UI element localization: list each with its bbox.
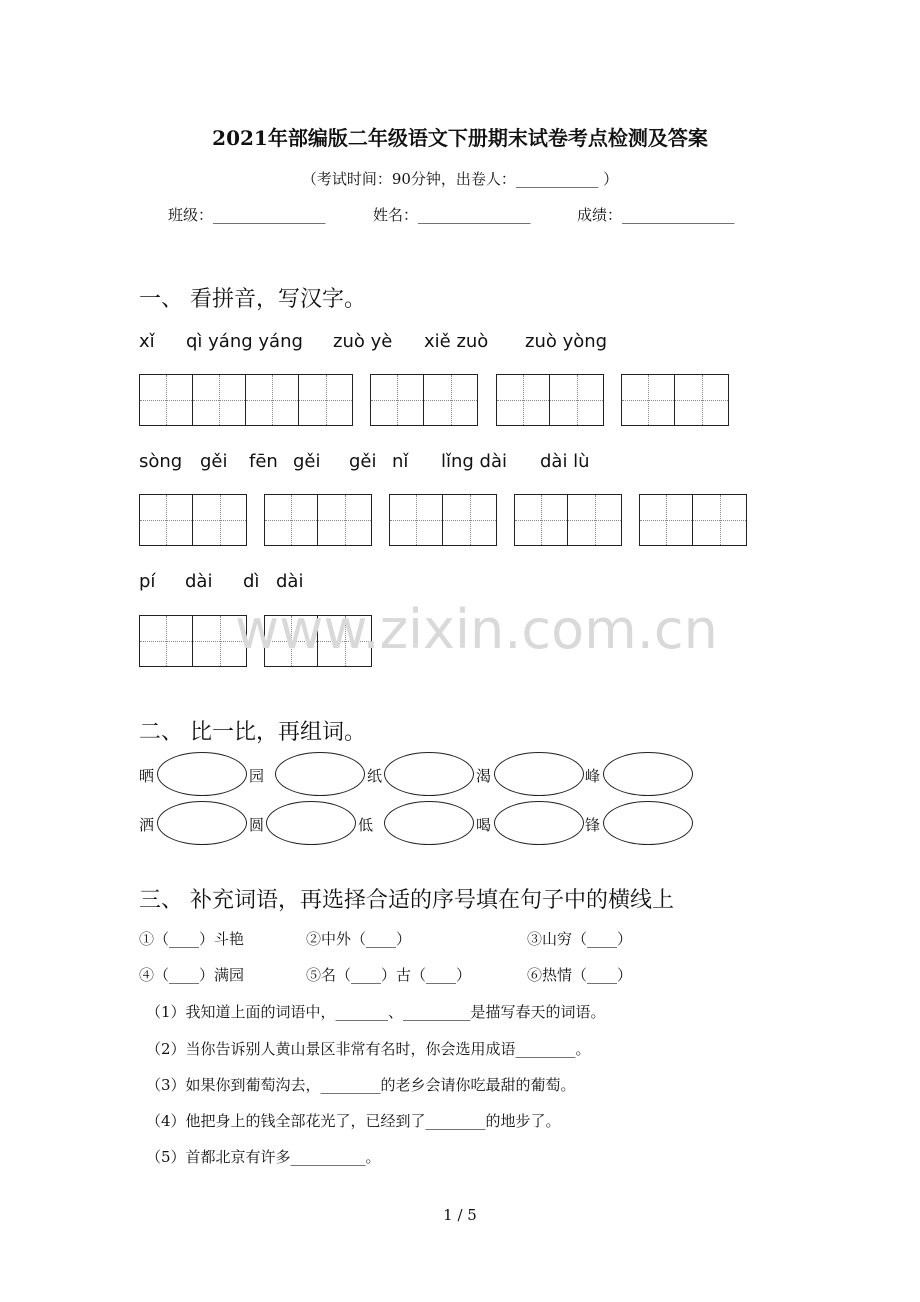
fill-question: （1）我知道上面的词语中，_______、_________是描写春天的词语。 [146,1003,606,1021]
char-label: 圆 [249,816,265,834]
section2-heading: 二、 比一比，再组词。 [139,720,366,745]
writing-grid[interactable] [639,494,747,546]
pinyin-label: dài lù [540,451,590,472]
pinyin-label: sòng [139,451,183,472]
pinyin-label: gěi [349,451,377,472]
fill-question: （5）首都北京有许多__________。 [146,1148,381,1166]
answer-oval[interactable] [494,801,584,845]
answer-oval[interactable] [266,801,356,845]
pinyin-label: dài [276,571,304,592]
pinyin-label: dài [185,571,213,592]
pinyin-label: zuò yè [333,331,393,352]
pinyin-label: gěi [200,451,228,472]
name-field: 姓名：_______________ [373,206,531,224]
pinyin-label: pí [139,571,156,592]
answer-oval[interactable] [275,752,365,796]
pinyin-label: zuò yòng [525,331,608,352]
answer-oval[interactable] [494,752,584,796]
writing-grid[interactable] [496,374,604,426]
watermark: www.zixin.com.cn [235,598,718,661]
pinyin-label: dì [243,571,260,592]
writing-grid[interactable] [514,494,622,546]
fill-question: （3）如果你到葡萄沟去，________的老乡会请你吃最甜的葡萄。 [146,1076,576,1094]
idiom-option: ①（____）斗艳 [139,930,245,948]
idiom-option: ⑥热情（____） [527,966,633,984]
writing-grid[interactable] [139,374,353,426]
answer-oval[interactable] [157,752,247,796]
document-title: 2021年部编版二年级语文下册期末试卷考点检测及答案 [212,126,708,150]
exam-info: （考试时间：90分钟，出卷人：___________ ） [301,170,619,188]
answer-oval[interactable] [384,801,474,845]
idiom-option: ③山穷（____） [527,930,633,948]
writing-grid[interactable] [139,615,247,667]
writing-grid[interactable] [621,374,729,426]
char-label: 纸 [367,767,383,785]
section3-heading: 三、 补充词语，再选择合适的序号填在句子中的横线上 [139,888,674,913]
pinyin-label: lǐng dài [441,451,508,472]
answer-oval[interactable] [603,801,693,845]
pinyin-label: nǐ [392,451,409,472]
char-label: 低 [358,816,374,834]
char-label: 喝 [476,816,492,834]
idiom-option: ⑤名（____）古（____） [306,966,472,984]
fill-question: （4）他把身上的钱全部花光了，已经到了________的地步了。 [146,1112,561,1130]
idiom-option: ②中外（____） [306,930,412,948]
idiom-option: ④（____）满园 [139,966,245,984]
char-label: 渴 [476,767,492,785]
writing-grid[interactable] [389,494,497,546]
writing-grid[interactable] [264,494,372,546]
pinyin-label: fēn [249,451,278,472]
answer-oval[interactable] [157,801,247,845]
pinyin-label: gěi [293,451,321,472]
section1-heading: 一、 看拼音，写汉字。 [139,287,366,312]
pinyin-label: qì yáng yáng [186,331,303,352]
char-label: 峰 [585,767,601,785]
char-label: 园 [249,767,265,785]
page-number: 1 / 5 [443,1206,477,1224]
writing-grid[interactable] [139,494,247,546]
char-label: 洒 [139,816,155,834]
char-label: 锋 [585,816,601,834]
char-label: 晒 [139,767,155,785]
fill-question: （2）当你告诉别人黄山景区非常有名时，你会选用成语________。 [146,1040,591,1058]
pinyin-label: xiě zuò [424,331,489,352]
writing-grid[interactable] [370,374,478,426]
class-field: 班级：_______________ [168,206,326,224]
pinyin-label: xǐ [139,331,155,352]
score-field: 成绩：_______________ [577,206,735,224]
answer-oval[interactable] [384,752,474,796]
answer-oval[interactable] [603,752,693,796]
